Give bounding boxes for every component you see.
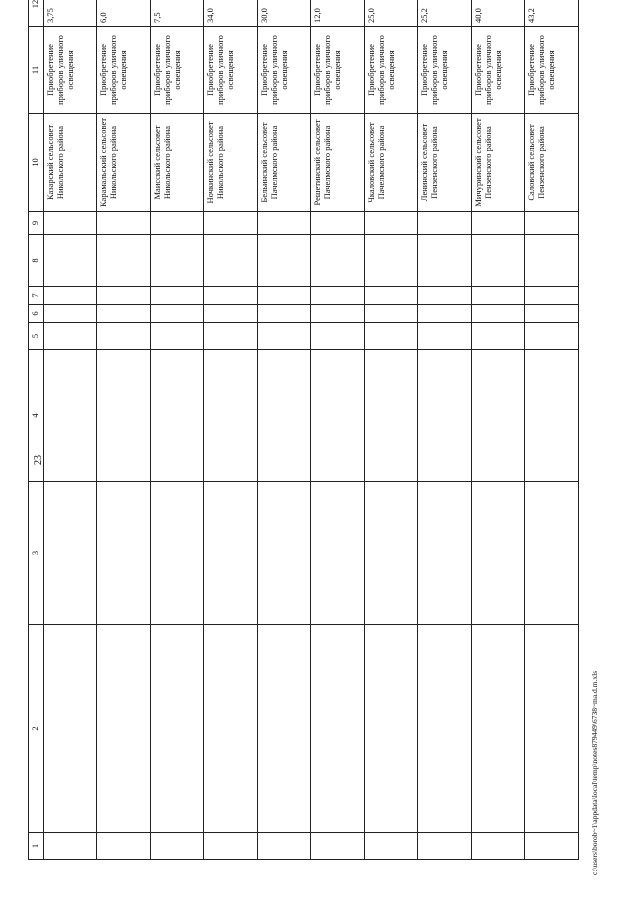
cell-value: 25,2 xyxy=(418,0,472,27)
cell-purpose: Приобретение приборов уличного освещения xyxy=(97,27,151,114)
cell-empty xyxy=(311,305,365,323)
cell-empty xyxy=(418,833,472,860)
cell-district: Маисский сельсовет Никольского района xyxy=(150,114,204,212)
footer-file-path: c:\users\borob~1\appdata\local\temp\notes879449\6738~ma.d.m.xls xyxy=(590,670,599,875)
cell-empty xyxy=(364,833,418,860)
cell-value: 7,5 xyxy=(150,0,204,27)
cell-empty xyxy=(418,625,472,833)
cell-empty xyxy=(364,350,418,482)
cell-empty xyxy=(204,323,258,350)
cell-empty xyxy=(311,625,365,833)
cell-empty xyxy=(525,625,579,833)
cell-purpose: Приобретение приборов уличного освещения xyxy=(364,27,418,114)
cell-empty xyxy=(257,625,311,833)
cell-empty xyxy=(311,833,365,860)
cell-empty xyxy=(525,482,579,625)
cell-empty xyxy=(97,625,151,833)
cell-empty xyxy=(150,323,204,350)
cell-empty xyxy=(257,350,311,482)
cell-empty xyxy=(97,287,151,305)
cell-empty xyxy=(150,625,204,833)
cell-district: Мичуринский сельсовет Пензенского района xyxy=(471,114,525,212)
cell-value: 34,0 xyxy=(204,0,258,27)
table-row xyxy=(43,0,97,860)
column-number: 10 xyxy=(29,114,44,212)
cell-empty xyxy=(257,323,311,350)
table-row xyxy=(364,0,418,860)
cell-empty xyxy=(150,235,204,287)
cell-empty xyxy=(43,287,97,305)
cell-empty xyxy=(43,305,97,323)
table-row xyxy=(525,0,579,860)
cell-empty xyxy=(204,212,258,235)
cell-value: 3,75 xyxy=(43,0,97,27)
column-number: 8 xyxy=(29,235,44,287)
cell-empty xyxy=(97,350,151,482)
cell-empty xyxy=(418,212,472,235)
cell-value: 12,0 xyxy=(311,0,365,27)
cell-district: Саловский сельсовет Пензенского района xyxy=(525,114,579,212)
cell-empty xyxy=(257,287,311,305)
table-row xyxy=(257,0,311,860)
cell-empty xyxy=(97,833,151,860)
cell-empty xyxy=(525,287,579,305)
column-number: 9 xyxy=(29,212,44,235)
cell-empty xyxy=(204,482,258,625)
column-number: 6 xyxy=(29,305,44,323)
cell-empty xyxy=(150,305,204,323)
cell-empty xyxy=(364,625,418,833)
cell-empty xyxy=(43,625,97,833)
table-row xyxy=(97,0,151,860)
cell-value: 40,0 xyxy=(471,0,525,27)
column-number: 12 xyxy=(29,0,44,27)
cell-empty xyxy=(418,482,472,625)
data-table xyxy=(28,0,579,860)
cell-empty xyxy=(525,235,579,287)
cell-purpose: Приобретение приборов уличного освещения xyxy=(257,27,311,114)
cell-empty xyxy=(204,833,258,860)
cell-empty xyxy=(471,305,525,323)
cell-empty xyxy=(257,482,311,625)
cell-empty xyxy=(204,287,258,305)
cell-empty xyxy=(97,323,151,350)
column-number: 7 xyxy=(29,287,44,305)
cell-district: Казарский сельсовет Никольского района xyxy=(43,114,97,212)
cell-empty xyxy=(43,350,97,482)
table-row xyxy=(204,0,258,860)
cell-empty xyxy=(311,287,365,305)
column-number: 1 xyxy=(29,833,44,860)
cell-empty xyxy=(311,212,365,235)
cell-empty xyxy=(525,833,579,860)
column-number: 11 xyxy=(29,27,44,114)
cell-empty xyxy=(525,323,579,350)
cell-empty xyxy=(525,305,579,323)
cell-district: Решетинский сельсовет Пачелмского района xyxy=(311,114,365,212)
cell-district: Ленинский сельсовет Пензенского района xyxy=(418,114,472,212)
cell-empty xyxy=(525,212,579,235)
cell-empty xyxy=(204,235,258,287)
cell-empty xyxy=(204,625,258,833)
cell-value: 6,0 xyxy=(97,0,151,27)
cell-empty xyxy=(43,235,97,287)
cell-empty xyxy=(471,482,525,625)
page-number: 23 xyxy=(33,455,44,465)
cell-empty xyxy=(471,212,525,235)
table-body xyxy=(29,0,579,860)
cell-empty xyxy=(204,305,258,323)
table-row xyxy=(150,0,204,860)
cell-empty xyxy=(257,305,311,323)
cell-purpose: Приобретение приборов уличного освещения xyxy=(418,27,472,114)
cell-district: Чкаловский сельсовет Пачелмского района xyxy=(364,114,418,212)
cell-empty xyxy=(471,323,525,350)
column-number-row xyxy=(29,0,44,860)
cell-empty xyxy=(418,287,472,305)
cell-empty xyxy=(418,305,472,323)
cell-empty xyxy=(204,350,258,482)
cell-empty xyxy=(471,350,525,482)
cell-purpose: Приобретение приборов уличного освещения xyxy=(43,27,97,114)
column-number: 4 xyxy=(29,350,44,482)
cell-empty xyxy=(150,212,204,235)
cell-empty xyxy=(471,287,525,305)
cell-empty xyxy=(97,212,151,235)
cell-empty xyxy=(364,323,418,350)
cell-purpose: Приобретение приборов уличного освещения xyxy=(204,27,258,114)
cell-empty xyxy=(364,482,418,625)
cell-empty xyxy=(97,235,151,287)
cell-empty xyxy=(97,305,151,323)
cell-district: Бельинский сельсовет Пачелмского района xyxy=(257,114,311,212)
table-row xyxy=(311,0,365,860)
cell-empty xyxy=(471,833,525,860)
cell-purpose: Приобретение приборов уличного освещения xyxy=(150,27,204,114)
cell-empty xyxy=(311,323,365,350)
table-row xyxy=(471,0,525,860)
cell-empty xyxy=(364,235,418,287)
cell-empty xyxy=(418,350,472,482)
cell-empty xyxy=(43,323,97,350)
cell-empty xyxy=(311,350,365,482)
cell-empty xyxy=(257,833,311,860)
cell-empty xyxy=(471,625,525,833)
cell-empty xyxy=(43,482,97,625)
cell-empty xyxy=(525,350,579,482)
cell-purpose: Приобретение приборов уличного освещения xyxy=(471,27,525,114)
cell-value: 30,0 xyxy=(257,0,311,27)
column-number: 3 xyxy=(29,482,44,625)
column-number: 5 xyxy=(29,323,44,350)
cell-empty xyxy=(150,833,204,860)
cell-empty xyxy=(43,212,97,235)
cell-purpose: Приобретение приборов уличного освещения xyxy=(525,27,579,114)
table-row xyxy=(418,0,472,860)
cell-value: 25,0 xyxy=(364,0,418,27)
cell-empty xyxy=(150,350,204,482)
cell-empty xyxy=(150,482,204,625)
cell-empty xyxy=(364,305,418,323)
cell-empty xyxy=(97,482,151,625)
cell-empty xyxy=(257,212,311,235)
cell-empty xyxy=(364,287,418,305)
cell-purpose: Приобретение приборов уличного освещения xyxy=(311,27,365,114)
column-number: 2 xyxy=(29,625,44,833)
cell-empty xyxy=(257,235,311,287)
cell-district: Ночкинский сельсовет Никольского района xyxy=(204,114,258,212)
cell-district: Карамальский сельсовет Никольского района xyxy=(97,114,151,212)
cell-empty xyxy=(43,833,97,860)
cell-empty xyxy=(311,235,365,287)
cell-empty xyxy=(364,212,418,235)
cell-empty xyxy=(418,323,472,350)
cell-empty xyxy=(471,235,525,287)
cell-empty xyxy=(150,287,204,305)
cell-empty xyxy=(311,482,365,625)
cell-empty xyxy=(418,235,472,287)
cell-value: 43,2 xyxy=(525,0,579,27)
